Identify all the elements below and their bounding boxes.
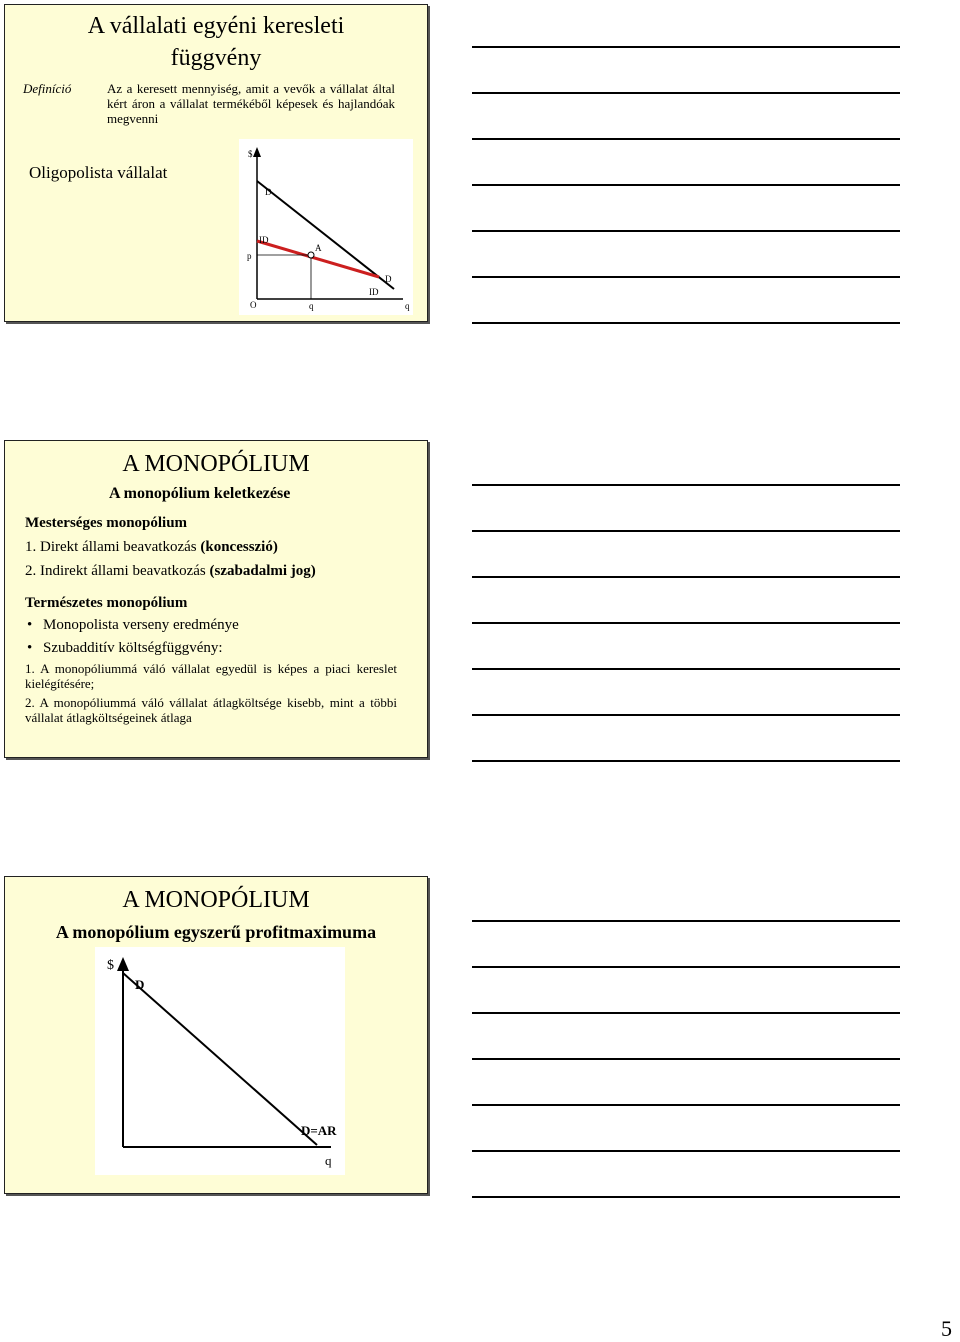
note-line <box>472 1150 900 1152</box>
note-line <box>472 1012 900 1014</box>
plot3-y-label: $ <box>107 958 114 973</box>
plot1-d-right-label: D <box>385 274 392 284</box>
artificial-item-1-bold: (koncesszió) <box>200 539 278 555</box>
note-line <box>472 322 900 324</box>
plot1-d-top-label: D <box>265 187 272 197</box>
plot1-a-label: A <box>315 243 322 253</box>
plot1-q-mark-label: q <box>309 301 314 311</box>
note-line <box>472 714 900 716</box>
slide-monopoly-profit <box>4 876 428 1194</box>
plot3-d-label: D <box>135 977 145 992</box>
plot3-dar-label: D=AR <box>301 1123 337 1138</box>
artificial-item-1 <box>25 539 278 556</box>
natural-monopoly-heading: Természetes monopólium <box>25 595 188 611</box>
note-line <box>472 576 900 578</box>
point-a-marker <box>308 252 314 258</box>
note-line <box>472 92 900 94</box>
artificial-item-2 <box>25 563 316 580</box>
artificial-item-2-bold: (szabadalmi jog) <box>209 563 316 579</box>
note-line <box>472 668 900 670</box>
note-line <box>472 138 900 140</box>
monopoly-demand-plot <box>95 947 345 1175</box>
oligopoly-demand-plot <box>239 139 413 315</box>
y-axis-arrow <box>117 957 129 971</box>
numbered-item-1: 1. A monopóliummá váló vállalat egyedül is képes a piaci kereslet kielégítésére; <box>25 661 397 691</box>
bullet-subadditive-cost: • Szubadditív költségfüggvény: <box>43 640 223 657</box>
slide1-title-line2: függvény <box>170 45 262 71</box>
slide-monopoly-origin <box>4 440 428 758</box>
slide-demand-function <box>4 4 428 322</box>
plot1-id-left-label: ID <box>259 235 269 245</box>
note-line <box>472 1196 900 1198</box>
demand-curve <box>123 973 317 1145</box>
plot1-y-label: $ <box>248 149 253 159</box>
monopoly-plot-svg <box>95 947 345 1175</box>
plot1-x-label: q <box>405 301 410 311</box>
note-line <box>472 530 900 532</box>
slide1-title-line1: A vállalati egyéni keresleti <box>87 13 345 39</box>
definition-label: Definíció <box>23 81 72 96</box>
plot1-p-label: p <box>247 251 252 261</box>
slide2-subtitle: A monopólium keletkezése <box>109 485 291 502</box>
y-axis-arrow <box>253 147 261 157</box>
bullet-monopolistic-competition: • Monopolista verseny eredménye <box>43 617 239 634</box>
demand-curve-d <box>257 181 394 289</box>
artificial-item-2-text: 2. Indirekt állami beavatkozás <box>25 563 210 579</box>
slide3-title: A MONOPÓLIUM <box>122 887 310 913</box>
page-number: 5 <box>941 1316 952 1341</box>
note-line <box>472 46 900 48</box>
note-line <box>472 484 900 486</box>
note-line <box>472 966 900 968</box>
artificial-item-1-text: 1. Direkt állami beavatkozás <box>25 539 201 555</box>
note-line <box>472 1104 900 1106</box>
artificial-monopoly-heading: Mesterséges monopólium <box>25 515 188 531</box>
note-line <box>472 1058 900 1060</box>
note-line <box>472 276 900 278</box>
note-line <box>472 230 900 232</box>
plot1-id-bottom-label: ID <box>369 287 379 297</box>
numbered-item-2: 2. A monopóliummá váló vállalat átlagköltsége kisebb, mint a többi vállalat átlagköltségeinek átlaga <box>25 695 397 725</box>
slide2-title: A MONOPÓLIUM <box>122 451 310 477</box>
definition-text: Az a keresett mennyiség, amit a vevők a vállalat által kért áron a vállalat termékéből képesek és hajlandóak megvenni <box>107 81 395 126</box>
note-line <box>472 920 900 922</box>
slide1-subtitle: Oligopolista vállalat <box>29 163 168 182</box>
note-line <box>472 760 900 762</box>
plot3-x-label: q <box>325 1153 332 1168</box>
slide3-subtitle: A monopólium egyszerű profitmaximuma <box>55 922 377 942</box>
note-line <box>472 622 900 624</box>
plot1-origin-label: O <box>250 300 257 310</box>
note-line <box>472 184 900 186</box>
oligopoly-plot-svg <box>239 139 413 315</box>
